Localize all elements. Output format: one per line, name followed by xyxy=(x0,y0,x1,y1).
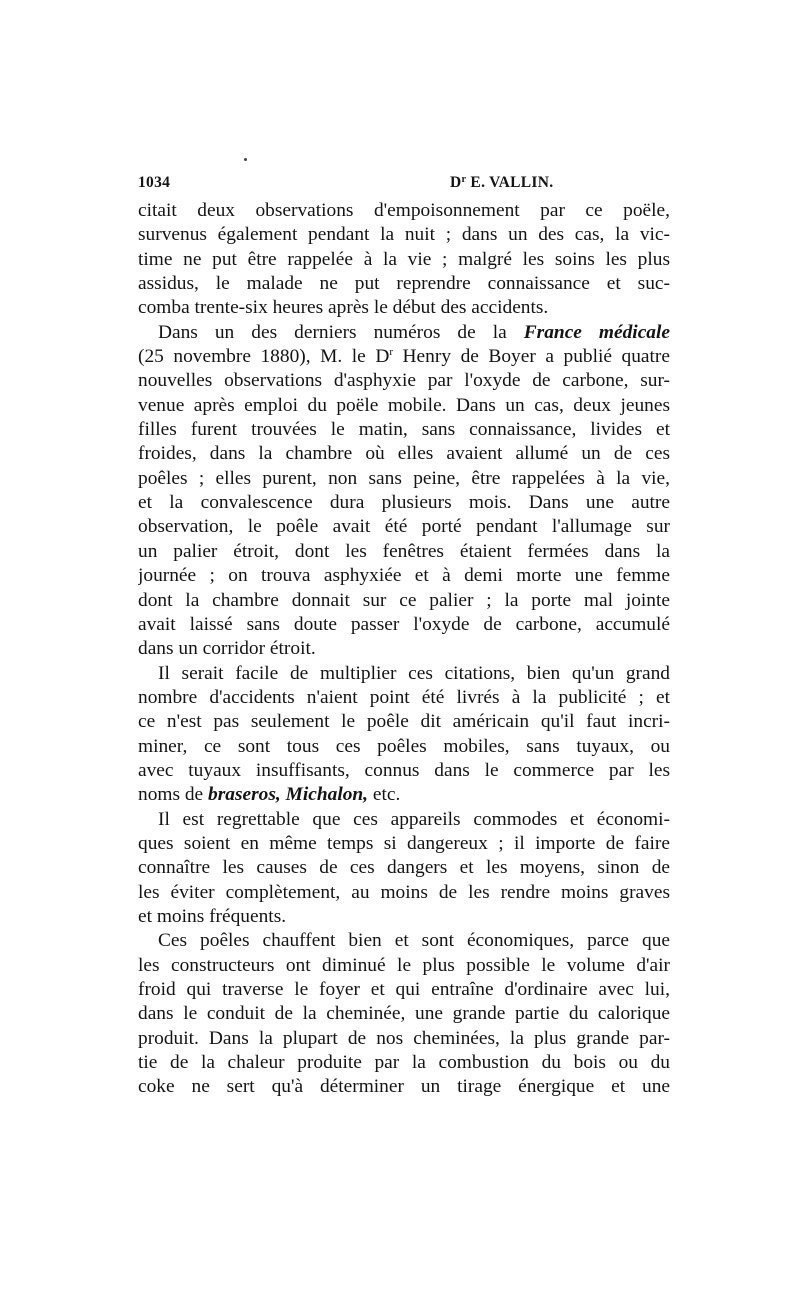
text-line: un palier étroit, dont les fenêtres étaient fermées dans la xyxy=(138,540,670,562)
text-line: survenus également pendant la nuit ; dans un des cas, la vic- xyxy=(138,224,670,246)
text-line: observation, le poêle avait été porté pendant l'allumage sur xyxy=(138,516,670,538)
text-line: nouvelles observations d'asphyxie par l'oxyde de carbone, sur- xyxy=(138,370,670,392)
text-line: ques soient en même temps si dangereux ; il importe de faire xyxy=(138,832,670,854)
text-line: filles furent trouvées le matin, sans connaissance, livides et xyxy=(138,419,670,441)
text-line: Dans un des derniers numéros de la France médicale xyxy=(158,321,670,343)
text-line: les éviter complètement, au moins de les rendre moins graves xyxy=(138,881,670,903)
stove-names: braseros, Michalon, xyxy=(208,784,369,806)
text-line: et moins fréquents. xyxy=(138,905,287,927)
text-line: avec tuyaux insuffisants, connus dans le commerce par les xyxy=(138,759,670,781)
text-line: venue après emploi du poële mobile. Dans un cas, deux jeunes xyxy=(138,394,670,416)
body-text xyxy=(138,199,670,1269)
text-line: nombre d'accidents n'aient point été livrés à la publicité ; et xyxy=(138,686,670,708)
print-speck xyxy=(244,158,247,161)
text-line: comba trente-six heures après le début des accidents. xyxy=(138,297,549,319)
text-line: dans un corridor étroit. xyxy=(138,638,316,660)
text-line: connaître les causes de ces dangers et les moyens, sinon de xyxy=(138,857,670,879)
text-line: assidus, le malade ne put reprendre connaissance et suc- xyxy=(138,273,670,295)
text-line: avait laissé sans doute passer l'oxyde de carbone, accumulé xyxy=(138,613,670,635)
running-header xyxy=(138,174,670,196)
text-line: et la convalescence dura plusieurs mois. Dans une autre xyxy=(138,492,670,514)
text-line: coke ne sert qu'à déterminer un tirage énergique et une xyxy=(138,1076,670,1098)
journal-title: France médicale xyxy=(523,321,670,343)
text-line: Ces poêles chauffent bien et sont économiques, parce que xyxy=(158,930,670,952)
text-line: Il serait facile de multiplier ces citations, bien qu'un grand xyxy=(158,662,670,684)
page-number: 1034 xyxy=(138,174,171,191)
text-line: miner, ce sont tous ces poêles mobiles, sans tuyaux, ou xyxy=(138,735,670,757)
text-line: les constructeurs ont diminué le plus possible le volume d'air xyxy=(138,954,670,976)
text-line: Il est regrettable que ces appareils commodes et économi- xyxy=(158,808,670,830)
text-line: produit. Dans la plupart de nos cheminées, la plus grande par- xyxy=(138,1027,670,1049)
text-line: ce n'est pas seulement le poêle dit américain qu'il faut incri- xyxy=(138,711,670,733)
header-author: $D^r$ E. VALLIN. xyxy=(450,174,554,191)
text-line: dont la chambre donnait sur ce palier ; la porte mal jointe xyxy=(138,589,670,611)
text-line: froides, dans la chambre où elles avaient allumé un de ces xyxy=(138,443,670,465)
text-line: tie de la chaleur produite par la combustion du bois ou du xyxy=(138,1052,670,1074)
text-line: froid qui traverse le foyer et qui entraîne d'ordinaire avec lui, xyxy=(138,979,670,1000)
text-line: citait deux observations d'empoisonnement par ce poële, xyxy=(138,200,670,221)
text-line: dans le conduit de la cheminée, une grande partie du calorique xyxy=(138,1003,670,1025)
text-line: poêles ; elles purent, non sans peine, être rappelées à la vie, xyxy=(138,467,670,489)
text-line: time ne put être rappelée à la vie ; malgré les soins les plus xyxy=(138,248,670,270)
text-line: journée ; on trouva asphyxiée et à demi morte une femme xyxy=(138,565,670,587)
text-line: noms de braseros, Michalon, etc. xyxy=(138,784,401,806)
text-line: (25 novembre 1880), M. le $D^r$ Henry de Boyer a publié quatre xyxy=(138,346,670,368)
